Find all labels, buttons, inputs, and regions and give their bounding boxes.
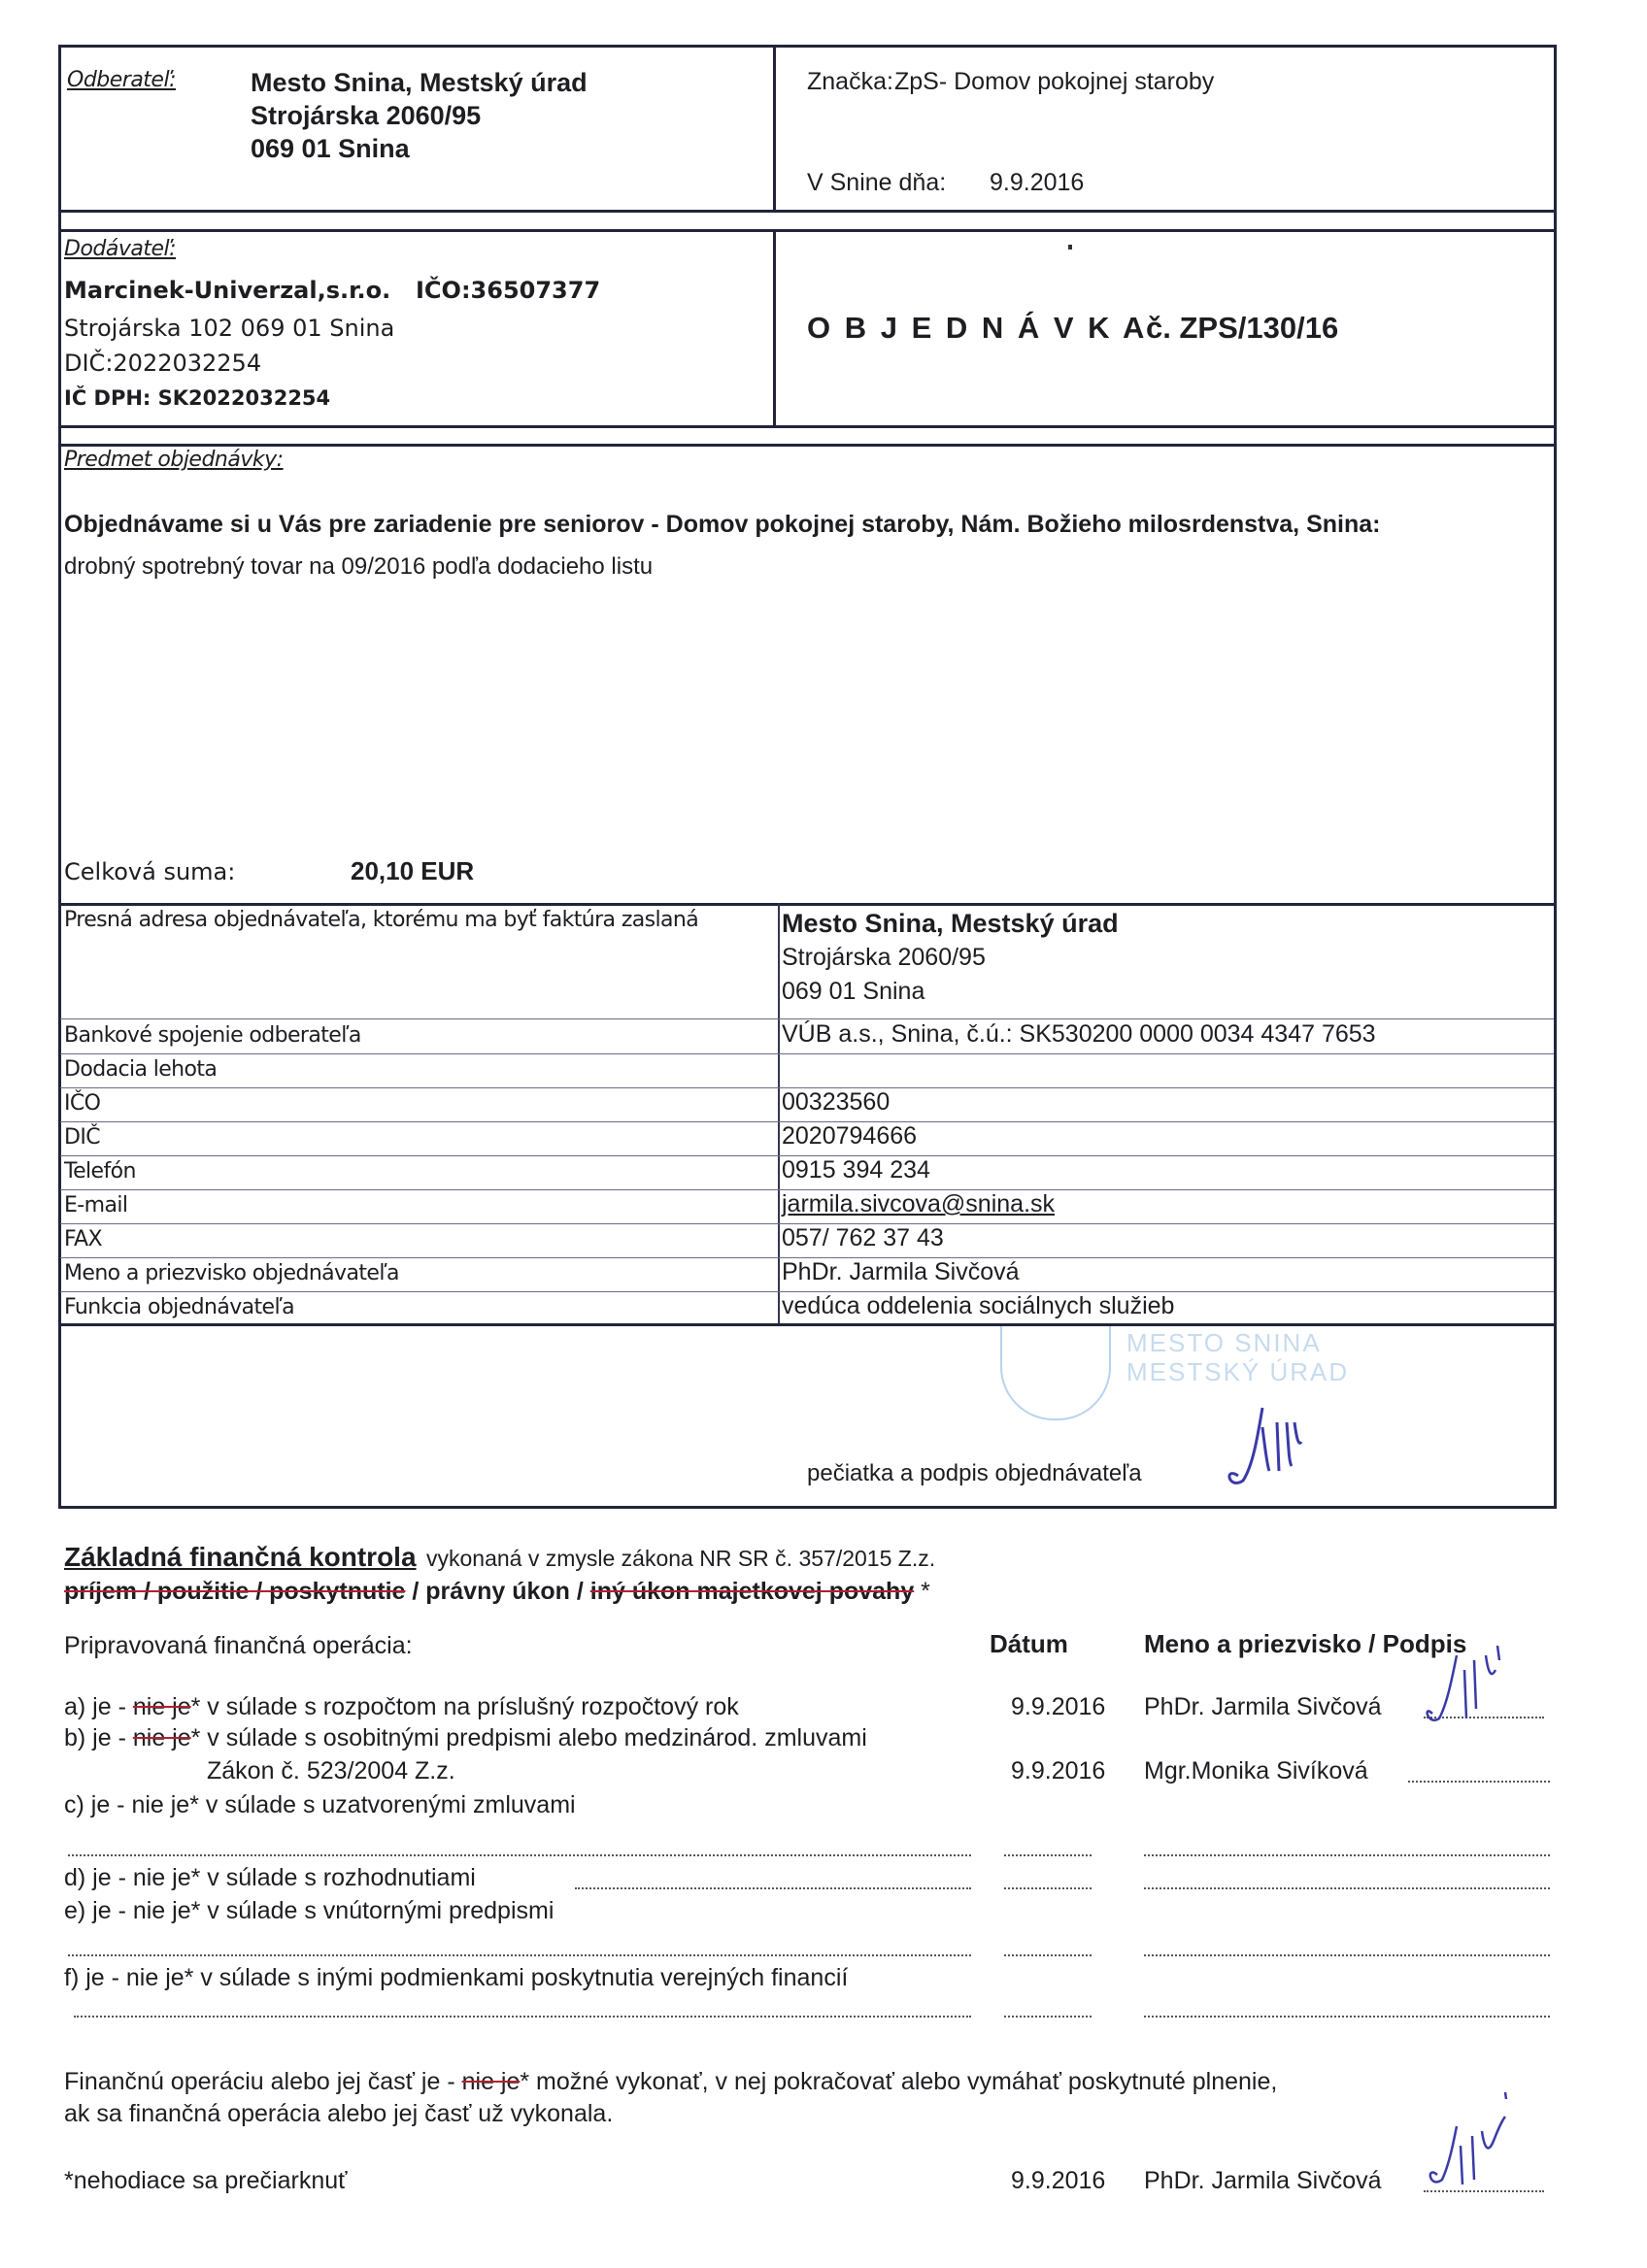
signature-icon <box>1418 2087 1525 2214</box>
control-title: Základná finančná kontrola <box>64 1542 417 1572</box>
supplier-top-line <box>58 229 1557 232</box>
details-top-line <box>58 903 1557 906</box>
email-link[interactable]: jarmila.sivcova@snina.sk <box>782 1190 1056 1217</box>
item-c-name-line <box>1144 1854 1550 1856</box>
item-d-name-line <box>1144 1887 1550 1889</box>
item-c-dotted-line <box>68 1854 971 1856</box>
item-e-name-line <box>1144 1954 1550 1956</box>
subject-main-text: Objednávame si u Vás pre zariadenie pre seniorov - Domov pokojnej staroby, Nám. Božieho milosrdenstva, Snina: <box>64 511 1381 538</box>
item-b-name: Mgr.Monika Sivíková <box>1144 1757 1368 1784</box>
buyer-label: Odberateľ: <box>67 68 176 92</box>
item-b-date: 9.9.2016 <box>1011 1757 1106 1784</box>
control-type-line <box>64 1578 930 1606</box>
conclusion-text: * možné vykonať, v nej pokračovať alebo vymáhať poskytnuté plnenie, <box>520 2068 1278 2095</box>
frame-right-line <box>1554 45 1557 1509</box>
buyer-block <box>251 66 588 165</box>
control-title-line <box>64 1542 935 1573</box>
row-line <box>60 1018 1554 1019</box>
reference-value: ZpS- Domov pokojnej staroby <box>894 68 1215 95</box>
item-prefix: a) je - <box>64 1693 133 1720</box>
buyer-city: 069 01 Snina <box>251 134 410 163</box>
item-prefix: f) je - nie je <box>64 1964 185 1991</box>
row-label-fax: FAX <box>64 1227 102 1251</box>
supplier-dic: DIČ:2022032254 <box>64 350 262 377</box>
item-a-date: 9.9.2016 <box>1011 1693 1106 1720</box>
conclusion-text: Finančnú operáciu alebo jej časť je - <box>64 2068 462 2095</box>
control-item-f <box>64 1964 848 1992</box>
row-label-name: Meno a priezvisko objednávateľa <box>64 1261 399 1285</box>
row-value-dic: 2020794666 <box>782 1122 918 1150</box>
order-number: č. ZPS/130/16 <box>1146 311 1339 345</box>
footnote: *nehodiace sa prečiarknuť <box>64 2167 348 2194</box>
item-d-dotted-line <box>575 1887 971 1889</box>
invoice-address-label: Presná adresa objednávateľa, ktorému ma byť faktúra zaslaná <box>64 908 699 932</box>
item-suffix: * v súlade s vnútornými predpismi <box>190 1897 555 1924</box>
frame-bottom-line <box>58 1506 1557 1509</box>
row-value-ico: 00323560 <box>782 1088 891 1116</box>
reference-label: Značka: <box>807 68 893 95</box>
row-label-ico: IČO <box>64 1091 101 1116</box>
separator: / <box>569 1578 590 1605</box>
conclusion-line-1 <box>64 2068 1277 2096</box>
buyer-street: Strojárska 2060/95 <box>251 101 482 130</box>
item-suffix: * v súlade s rozhodnutiami <box>190 1864 476 1891</box>
invoice-address-block <box>782 907 1119 1009</box>
stamp-text-icon: MESTO SNINA MESTSKÝ ÚRAD <box>1126 1328 1350 1386</box>
conclusion-line-2: ak sa finančná operácia alebo jej časť už vykonala. <box>64 2100 614 2127</box>
date-label: V Snine dňa: <box>807 169 947 196</box>
invoice-address-name: Mesto Snina, Mestský úrad <box>782 909 1119 938</box>
row-value-bank: VÚB a.s., Snina, č.ú.: SK530200 0000 0034 4347 7653 <box>782 1020 1376 1048</box>
item-struck: nie je <box>132 1724 191 1751</box>
row-value-phone: 0915 394 234 <box>782 1156 930 1184</box>
conclusion-struck: nie je <box>461 2068 521 2095</box>
item-prefix: e) je - nie je <box>64 1897 191 1924</box>
subject-detail-text: drobný spotrebný tovar na 09/2016 podľa dodacieho listu <box>64 553 654 580</box>
control-item-c <box>64 1791 576 1819</box>
separator: / <box>405 1578 426 1605</box>
supplier-label: Dodávateľ: <box>64 237 177 261</box>
signature-icon <box>1418 1641 1534 1738</box>
asterisk: * <box>914 1578 930 1605</box>
invoice-address-street: Strojárska 2060/95 <box>782 944 986 971</box>
item-f-name-line <box>1144 2016 1550 2018</box>
control-item-a <box>64 1693 739 1721</box>
total-value: 20,10 EUR <box>351 856 475 885</box>
row-label-function: Funkcia objednávateľa <box>64 1295 295 1319</box>
item-b-extra: Zákon č. 523/2004 Z.z. <box>207 1757 455 1784</box>
item-prefix: c) je - nie je <box>64 1791 190 1818</box>
order-title: O B J E D N Á V K A <box>807 311 1148 345</box>
frame-left-line <box>58 45 61 1509</box>
frame-top-line <box>58 45 1557 48</box>
item-suffix: * v súlade s rozpočtom na príslušný rozpočtový rok <box>190 1693 739 1720</box>
row-line <box>60 1053 1554 1054</box>
control-title-suffix: vykonaná v zmysle zákona NR SR č. 357/2015 Z.z. <box>425 1546 936 1571</box>
date-value: 9.9.2016 <box>990 169 1085 196</box>
row-value-fax: 057/ 762 37 43 <box>782 1224 944 1251</box>
supplier-ic-dph: IČ DPH: SK2022032254 <box>64 386 331 410</box>
stamp-icon <box>1000 1326 1111 1420</box>
control-item-e <box>64 1897 554 1925</box>
operation-label: Pripravovaná finančná operácia: <box>64 1632 413 1659</box>
row-value-function: vedúca oddelenia sociálnych služieb <box>782 1292 1175 1319</box>
col-name-header: Meno a priezvisko / Podpis <box>1144 1629 1467 1658</box>
row-label-bank: Bankové spojenie odberateľa <box>64 1023 361 1048</box>
supplier-name: Marcinek-Univerzal,s.r.o. <box>64 277 391 304</box>
header-middle-divider <box>773 45 776 212</box>
item-f-date-line <box>1004 2016 1092 2018</box>
buyer-name: Mesto Snina, Mestský úrad <box>251 68 588 97</box>
final-date: 9.9.2016 <box>1011 2167 1106 2194</box>
row-label-dic: DIČ <box>64 1125 100 1150</box>
item-e-date-line <box>1004 1954 1092 1956</box>
control-item-d <box>64 1864 476 1892</box>
signature-icon <box>1219 1398 1335 1505</box>
stamp-caption: pečiatka a podpis objednávateľa <box>807 1460 1142 1486</box>
total-label: Celková suma: <box>64 858 236 885</box>
item-suffix: * v súlade s inými podmienkami poskytnutia verejných financií <box>184 1964 849 1991</box>
subject-top-line <box>58 444 1557 447</box>
item-e-dotted-line <box>68 1954 971 1956</box>
item-struck: nie je <box>132 1693 191 1720</box>
subject-label: Predmet objednávky: <box>64 448 284 472</box>
item-prefix: d) je - nie je <box>64 1864 191 1891</box>
header-bottom-line <box>58 210 1557 213</box>
details-bottom-line <box>58 1323 1557 1326</box>
row-label-phone: Telefón <box>64 1159 136 1184</box>
control-type-active: právny úkon <box>425 1578 570 1605</box>
row-label-delivery: Dodacia lehota <box>64 1057 218 1082</box>
signature-line <box>1408 1781 1550 1783</box>
supplier-address: Strojárska 102 069 01 Snina <box>64 315 395 342</box>
col-date-header: Dátum <box>990 1629 1068 1658</box>
speck <box>1068 245 1072 250</box>
item-d-date-line <box>1004 1887 1092 1889</box>
item-suffix: * v súlade s uzatvorenými zmluvami <box>189 1791 576 1818</box>
invoice-address-city: 069 01 Snina <box>782 978 925 1005</box>
final-name: PhDr. Jarmila Sivčová <box>1144 2167 1382 2194</box>
row-label-email: E-mail <box>64 1193 128 1217</box>
item-a-name: PhDr. Jarmila Sivčová <box>1144 1693 1382 1720</box>
supplier-bottom-line <box>58 425 1557 428</box>
supplier-ico: IČO:36507377 <box>416 277 601 304</box>
item-prefix: b) je - <box>64 1724 133 1751</box>
supplier-middle-divider <box>773 229 776 427</box>
details-middle-divider <box>778 903 780 1324</box>
item-c-date-line <box>1004 1854 1092 1856</box>
control-type-struck-2: iný úkon majetkovej povahy <box>589 1578 915 1605</box>
row-value-name: PhDr. Jarmila Sivčová <box>782 1258 1020 1285</box>
item-f-dotted-line <box>74 2016 971 2018</box>
control-item-b <box>64 1724 867 1752</box>
control-type-struck-1: príjem / použitie / poskytnutie <box>64 1578 406 1605</box>
item-suffix: * v súlade s osobitnými predpismi alebo medzinárod. zmluvami <box>190 1724 867 1751</box>
